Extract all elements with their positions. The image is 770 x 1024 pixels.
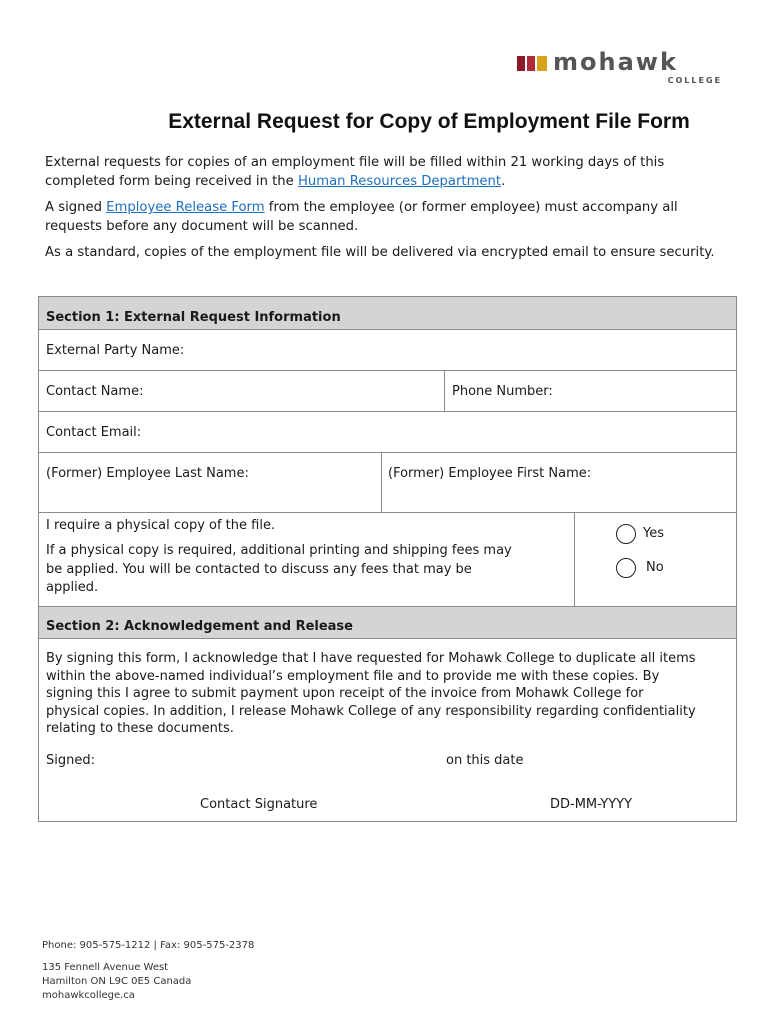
date-format-label: DD-MM-YYYY (550, 797, 633, 812)
acknowledgement-text: By signing this form, I acknowledge that I have requested for Mohawk College to duplicate all items within the above-named individual’s employment file and to provide me with these copies. By signing this I agree to submit payment upon receipt of the invoice from Mohawk College for physical copies. In addition, I release Mohawk College of any responsibility regarding confidentiality relating to these documents. (46, 651, 696, 736)
intro-paragraph-2: A signed Employee Release Form from the employee (or former employee) must accompany all requests before any document will be scanned. (45, 200, 678, 234)
yes-label: Yes (643, 526, 664, 541)
mohawk-logo (517, 48, 722, 88)
intro-paragraph-1: External requests for copies of an employment file will be filled within 21 working days of this completed form being received in the Human Resources Department. (45, 155, 665, 189)
no-label: No (646, 560, 664, 575)
external-party-label: External Party Name: (46, 343, 185, 358)
page-title: External Request for Copy of Employment File Form (168, 110, 690, 133)
contact-email-row[interactable] (39, 412, 736, 453)
footer-phone-fax: Phone: 905-575-1212 | Fax: 905-575-2378 (42, 940, 255, 951)
section-1-heading: Section 1: External Request Information (46, 310, 341, 325)
contact-signature-label: Contact Signature (200, 797, 318, 812)
physical-copy-row (39, 513, 736, 607)
phone-number-label: Phone Number: (452, 384, 553, 399)
physical-copy-label: I require a physical copy of the file. (46, 518, 276, 533)
signed-label: Signed: (46, 753, 95, 768)
divider (381, 453, 382, 512)
employee-name-row (39, 453, 736, 513)
footer-website[interactable]: mohawkcollege.ca (42, 990, 135, 1001)
footer-address-line-2: Hamilton ON L9C 0E5 Canada (42, 976, 192, 987)
hr-department-link[interactable]: Human Resources Department (297, 173, 502, 189)
acknowledgement-row (39, 639, 736, 821)
intro-paragraph-3: As a standard, copies of the employment file will be delivered via encrypted email to ensure security. (45, 245, 715, 260)
external-party-row[interactable] (39, 330, 736, 371)
no-radio[interactable] (616, 558, 636, 578)
request-form (38, 296, 737, 822)
logo-subtitle: COLLEGE (667, 76, 722, 85)
section-2-header (39, 607, 736, 639)
contact-phone-row (39, 371, 736, 412)
contact-email-label: Contact Email: (46, 425, 142, 440)
section-2-heading: Section 2: Acknowledgement and Release (46, 619, 353, 634)
yes-radio[interactable] (616, 524, 636, 544)
employee-first-name-label: (Former) Employee First Name: (388, 466, 592, 481)
contact-name-label: Contact Name: (46, 384, 144, 399)
section-1-header (39, 297, 736, 330)
employee-release-form-link[interactable]: Employee Release Form (106, 200, 265, 215)
footer-address-line-1: 135 Fennell Avenue West (42, 962, 169, 973)
divider (574, 513, 575, 606)
fees-note: If a physical copy is required, additional printing and shipping fees may be applied. You will be contacted to discuss any fees that may be applied. (46, 543, 512, 595)
logo-wordmark: mohawk (553, 48, 678, 76)
employee-last-name-label: (Former) Employee Last Name: (46, 466, 249, 481)
on-this-date-label: on this date (446, 753, 524, 768)
divider (444, 371, 445, 411)
